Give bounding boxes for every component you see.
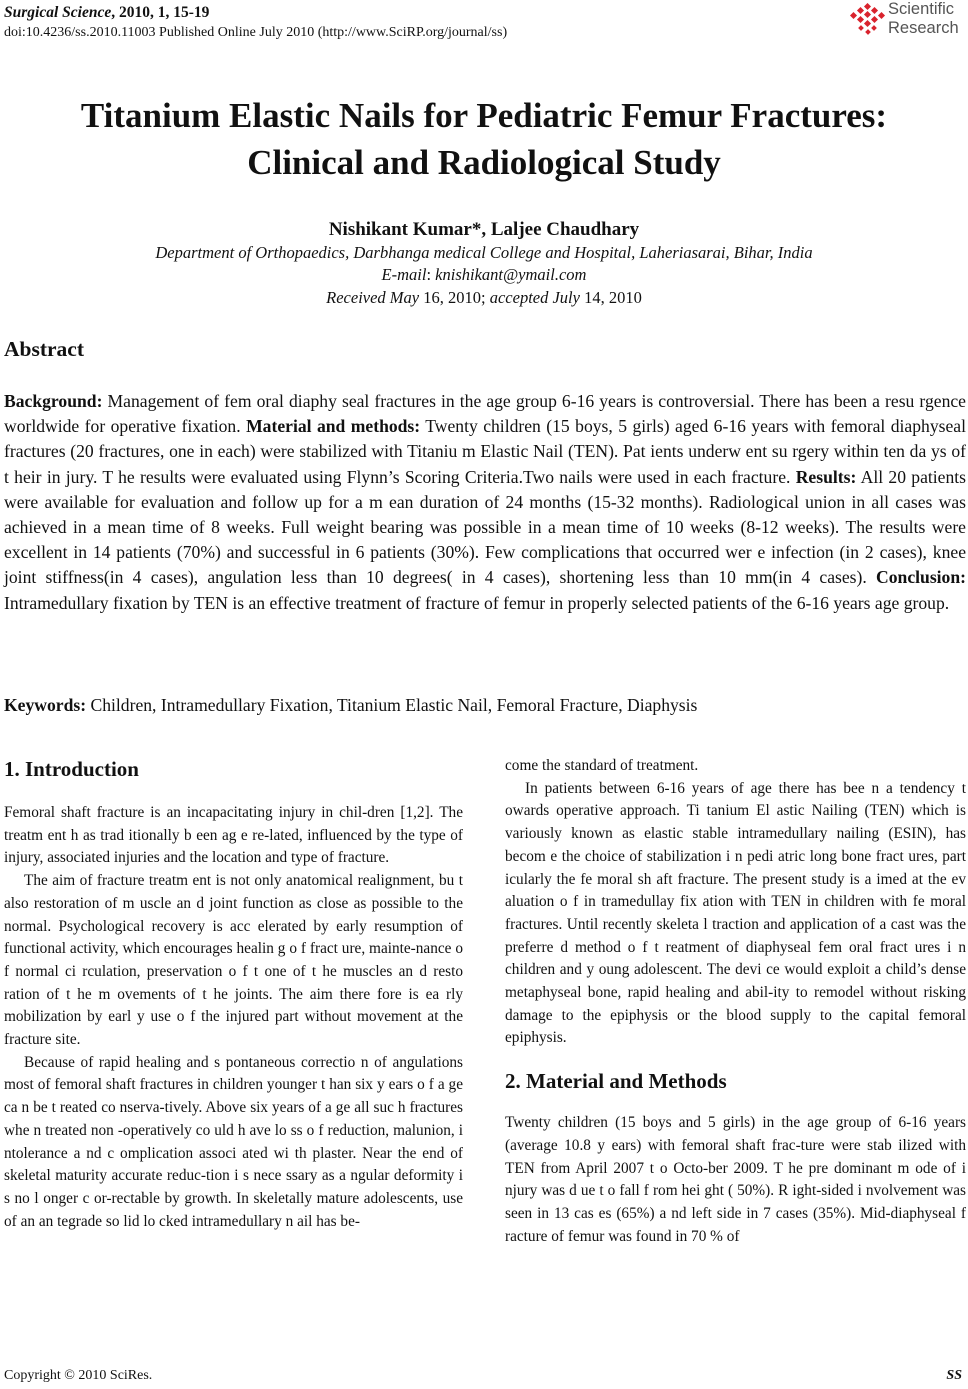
paper-title: [0, 92, 968, 186]
email-label: E-mail: [381, 265, 427, 284]
logo-line-2: Research: [888, 19, 959, 37]
intro-paragraph-3: Because of rapid healing and s pontaneous correctio n of angulations most of femoral shaft fractures in children younger t han six y ears o f a ge ca n be t reated co nserva-tively. Above six years of a ge all suc h fractures whe n treated non -operatively co uld h ave lo ss o f reduction, malunion, i ntolerance a nd c omplication associ ated wi th plaster. Near the end of skeletal maturity accurate reduc-tion i s nece ssary as a ngular deformity i s no l onger c or-rectable by growth. In skeletally mature adolescents, use of an an tegrade so lid lo cked intramedullary n ail has be-: [4, 1053, 463, 1230]
methods-text: Twenty children (15 boys, 5 girls) aged 6-16 years with femoral diaphyseal fractures (20 fractures, one in each) were stabilized with Titaniu m Elastic Nail (TEN). Pat ients underw ent su rgery within ten da ys of t heir in jury. T he results were evaluated using Flynn’s Scoring Criteria.Two nails were used in each fracture.: [4, 416, 966, 487]
accepted-label: accepted July: [489, 288, 580, 307]
title-line-1: Titanium Elastic Nails for Pediatric Femur Fractures:: [80, 96, 888, 135]
publisher-logo-text: [888, 0, 959, 38]
intro-paragraph-4: In patients between 6-16 years of age there has bee n a tendency t owards operative approach. Ti tanium El astic Nailing (TEN) which is variously known as elastic stable intramedullary nailing (ESIN), has becom e the choice of stabilization i n pedi atric long bone fract ures, part icularly the fe moral sh aft fracture. The present study is a imed at the ev aluation o f in tramedullay fix ation with TEN in children with fe moral fractures. Until recently skeleta l traction and application of a cast was the preferre d method o f t reatment of diaphyseal fem oral fract ures i n children and y oung adolescent. The devi ce would exploit a child’s dense metaphyseal bone, rapid healing and abil-ity to remodel without risking damage to the epiphysis or the blood supply to the capital femoral epiphysis.: [505, 779, 966, 1047]
doi-line: doi:10.4236/ss.2010.11003 Published Online July 2010 (http://www.SciRP.org/journal/ss): [4, 25, 508, 40]
dates-line: [0, 287, 968, 309]
abstract-body: [4, 389, 966, 616]
methods-label: Material and methods:: [246, 416, 421, 437]
email-line: E-mail: knishikant@ymail.com: [381, 265, 587, 284]
right-column: [505, 755, 966, 1248]
results-label: Results:: [795, 466, 857, 487]
title-line-2: Clinical and Radiological Study: [247, 143, 721, 182]
journal-citation: [4, 3, 209, 22]
intro-heading: 1. Introduction: [4, 757, 139, 781]
left-column: [4, 756, 463, 1233]
affiliation: Department of Orthopaedics, Darbhanga medical College and Hospital, Laheriasarai, Bihar, India: [155, 243, 813, 262]
authors: Nishikant Kumar*, Laljee Chaudhary: [328, 219, 640, 240]
methods-paragraph-1: Twenty children (15 boys and 5 girls) in the age group of 6-16 years (average 10.8 y ears) with femoral shaft frac-ture were stab ilized with TEN from April 2007 t o Octo-ber 2009. T he pre dominant m ode of i njury was d ue t o fall f rom hei ght ( 50%). R ight-sided i nvolvement was seen in 13 cas es (65%) a nd left side in 7 cases (35%). Mid-diaphyseal f racture of femur was found in 70 % of: [505, 1114, 966, 1245]
methods-heading: 2. Material and Methods: [505, 1069, 727, 1094]
scirp-logo-icon: [850, 3, 886, 39]
conclusion-text: Intramedullary fixation by TEN is an effective treatment of fracture of femur in properly selected patients of the 6-16 years age group.: [4, 592, 950, 613]
keywords-text: Children, Intramedullary Fixation, Titanium Elastic Nail, Femoral Fracture, Diaphysis: [86, 695, 698, 715]
keywords: [4, 693, 966, 717]
publisher-logo: [848, 0, 968, 44]
intro-paragraph-2: The aim of fracture treatm ent is not only anatomical realignment, bu t also restoration of m uscle an d joint function as close as possible to the normal. Psychological recovery is acc elerated by early resumption of functional activity, which encourages healin g o f fract ure, mainte-nance o f normal ci rculation, preservation o f t one of t he muscles an d resto ration of t he m ovements of t he joints. The aim there fore is ea rly mobilization by earl y use o f the injured part without movement at the fracture site.: [4, 872, 463, 1049]
abstract-heading: Abstract: [4, 337, 85, 361]
intro-paragraph-3-cont: come the standard of treatment.: [505, 757, 699, 774]
logo-line-1: Scientific: [888, 0, 955, 18]
copyright: Copyright © 2010 SciRes.: [4, 1368, 153, 1383]
background-text: Management of fem oral diaphy seal fractures in the age group 6-16 years is controversial. There has been a resu rgence worldwide for operative fixation.: [4, 391, 966, 437]
accepted-date: 14, 2010: [579, 288, 642, 307]
keywords-label: Keywords:: [4, 695, 87, 715]
results-text: All 20 patients were available for evaluation and follow up for a m ean duration of 24 months (15-32 months). Radiological union in all cases was achieved in a mean time of 8 weeks. Full weight bearing was possible in a mean time of 10 weeks (8-12 weeks). The results were excellent in 14 patients (70%) and successful in 6 patients (30%). Few complications that occurred wer e infection (in 2 cases), knee joint stiffness(in 4 cases), angulation less than 10 degrees( in 4 cases), shortening less than 10 mm(in 4 cases).: [4, 466, 967, 588]
journal-abbreviation: SS: [946, 1368, 962, 1383]
received-label: Received May: [326, 288, 420, 307]
email-address: knishikant@ymail.com: [435, 265, 587, 284]
received-date: 16, 2010;: [419, 288, 490, 307]
journal-volume: , 2010, 1, 15-19: [111, 4, 210, 21]
background-label: Background:: [4, 391, 103, 411]
intro-paragraph-1: Femoral shaft fracture is an incapacitating injury in chil-dren [1,2]. The treatm ent h as trad itionally b een ag e re-lated, influenced by the type of injury, associated injuries and the location and type of fracture.: [4, 804, 463, 867]
journal-name: Surgical Science: [4, 4, 112, 21]
conclusion-label: Conclusion:: [876, 567, 966, 588]
